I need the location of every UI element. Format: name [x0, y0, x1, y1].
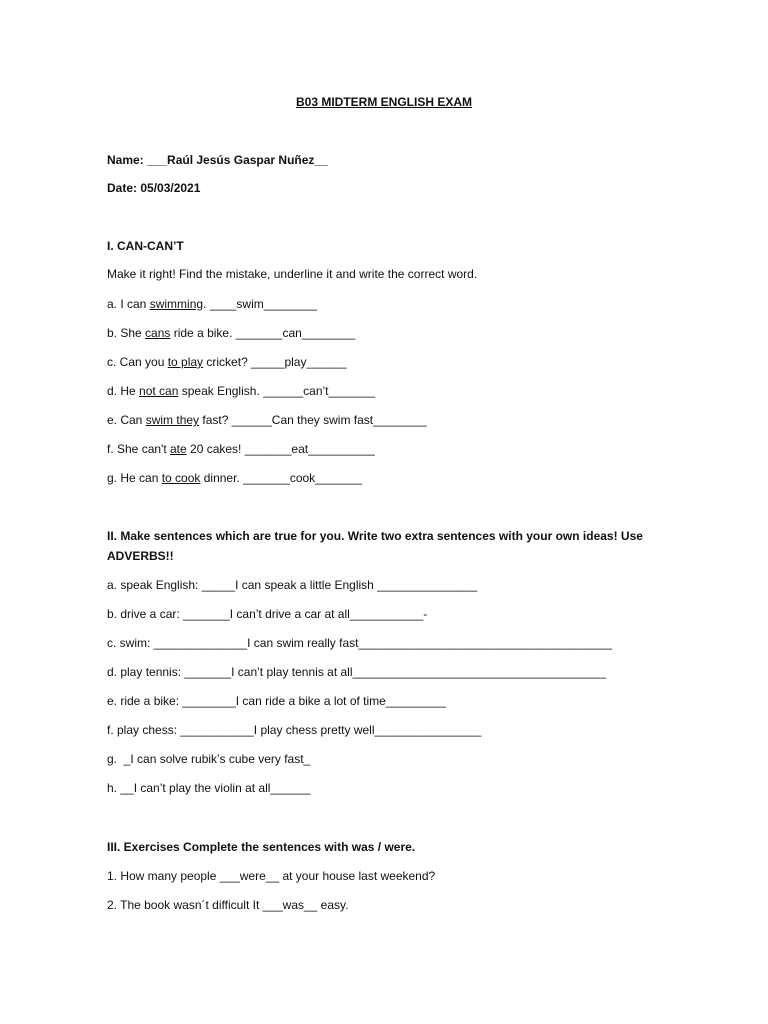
section1-item-f — [107, 441, 375, 457]
item-answer: dinner. _______cook_______ — [200, 471, 362, 485]
section2-item-d: d. play tennis: _______I can’t play tennis at all______________________________________ — [107, 665, 607, 679]
section3-item-1: 1. How many people ___were__ at your house last weekend? — [107, 869, 436, 883]
section2-item-a: a. speak English: _____I can speak a little English _______________ — [107, 578, 478, 592]
item-prefix: g. He can — [107, 471, 162, 485]
section2-heading-line1: II. Make sentences which are true for you. Write two extra sentences with your own ideas! Use — [107, 529, 643, 543]
section1-item-a — [107, 296, 317, 312]
section2-item-c: c. swim: ______________I can swim really fast______________________________________ — [107, 636, 613, 650]
date-line: Date: 05/03/2021 — [107, 181, 201, 195]
section1-item-b — [107, 325, 355, 341]
item-prefix: f. She can't — [107, 442, 170, 456]
section3-item-2: 2. The book wasn´t difficult It ___was__ easy. — [107, 898, 349, 912]
name-line: Name: ___Raúl Jesús Gaspar Nuñez__ — [107, 153, 328, 167]
section2-item-g: g. _I can solve rubik’s cube very fast_ — [107, 752, 311, 766]
section1-instruction: Make it right! Find the mistake, underline it and write the correct word. — [107, 267, 478, 281]
item-answer: fast? ______Can they swim fast________ — [199, 413, 427, 427]
underlined-mistake: swim they — [145, 413, 200, 427]
section2-item-f: f. play chess: ___________I play chess pretty well________________ — [107, 723, 482, 737]
exam-title: B03 MIDTERM ENGLISH EXAM — [295, 95, 472, 109]
underlined-mistake: to play — [167, 355, 204, 369]
item-answer: . ____swim________ — [203, 297, 318, 311]
item-answer: speak English. ______can’t_______ — [178, 384, 376, 398]
item-answer: 20 cakes! _______eat__________ — [186, 442, 375, 456]
section1-heading: I. CAN-CAN’T — [107, 239, 184, 253]
item-prefix: e. Can — [107, 413, 146, 427]
section1-item-d — [107, 383, 375, 399]
underlined-mistake: not can — [139, 384, 179, 398]
section1-item-g — [107, 470, 362, 486]
section3-heading: III. Exercises Complete the sentences with was / were. — [107, 840, 416, 854]
section2-item-e: e. ride a bike: ________I can ride a bike a lot of time_________ — [107, 694, 446, 708]
underlined-mistake: ate — [170, 442, 187, 456]
underlined-mistake: swimming — [149, 297, 204, 311]
section2-item-b: b. drive a car: _______I can’t drive a car at all___________- — [107, 607, 428, 621]
item-prefix: b. She — [107, 326, 146, 340]
section2-heading-line2: ADVERBS!! — [107, 549, 174, 563]
item-answer: cricket? _____play______ — [203, 355, 347, 369]
section1-item-e — [107, 412, 427, 428]
item-prefix: a. I can — [107, 297, 150, 311]
section1-item-c — [107, 354, 347, 370]
item-prefix: d. He — [107, 384, 140, 398]
item-prefix: c. Can you — [107, 355, 168, 369]
underlined-mistake: cans — [145, 326, 171, 340]
underlined-mistake: to cook — [161, 471, 201, 485]
item-answer: ride a bike. _______can________ — [170, 326, 356, 340]
section2-item-h: h. __I can’t play the violin at all______ — [107, 781, 311, 795]
